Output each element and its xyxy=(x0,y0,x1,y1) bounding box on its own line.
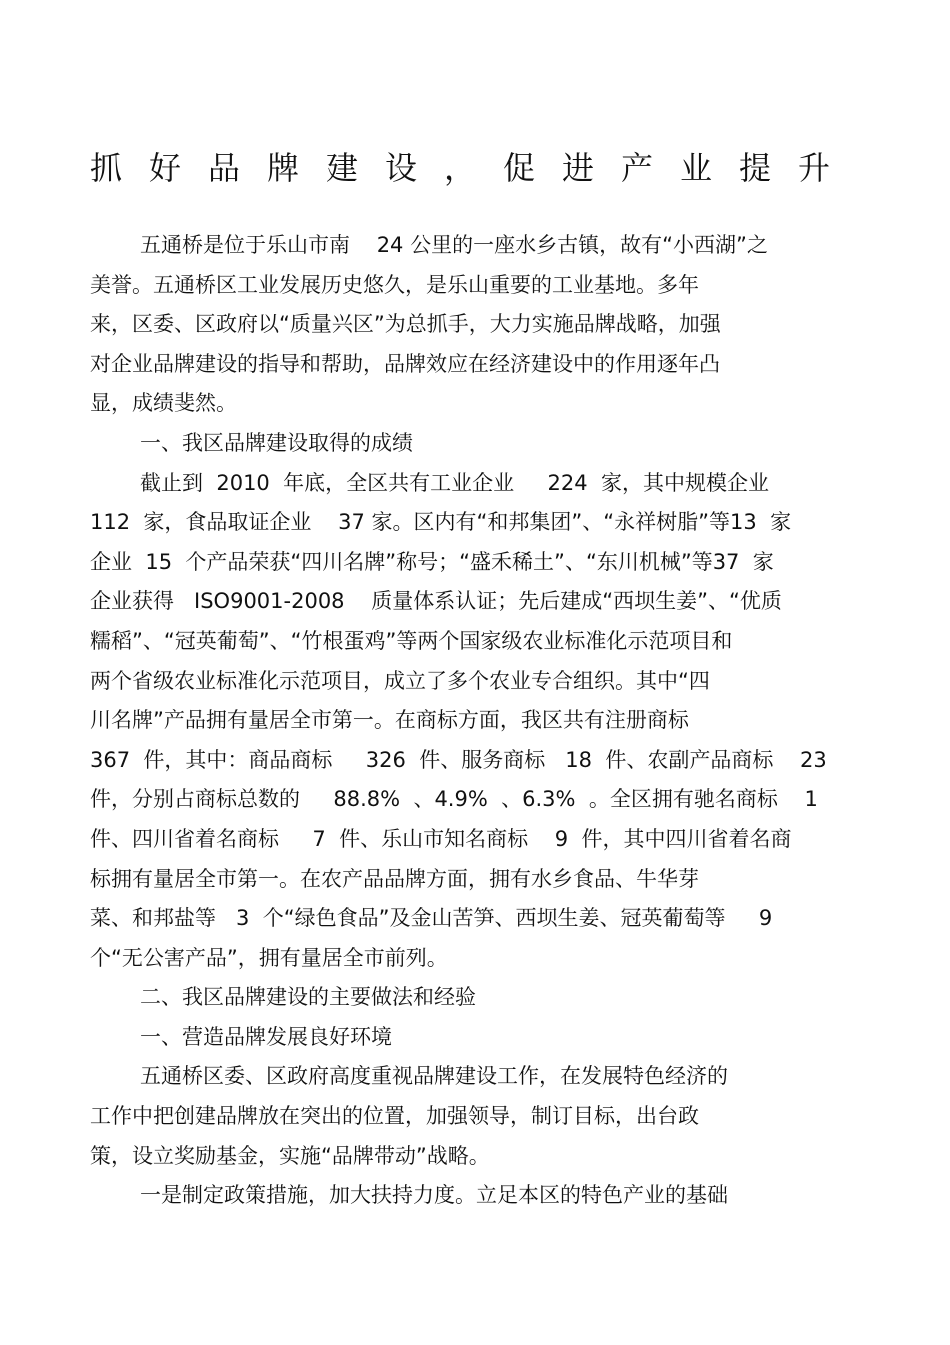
text-line: 糯稻”、“冠英葡萄”、“竹根蛋鸡”等两个国家级农业标准化示范项目和 xyxy=(90,628,733,653)
text-line: 367 件，其中：商品商标 326 件、服务商标 18 件、农副产品商标 23 xyxy=(90,747,827,772)
text-line: 来，区委、区政府以“质量兴区”为总抓手，大力实施品牌战略，加强 xyxy=(90,312,721,337)
text-line: 截止到 2010 年底，全区共有工业企业 224 家，其中规模企业 xyxy=(140,470,769,495)
text-line: 两个省级农业标准化示范项目，成立了多个农业专合组织。其中“四 xyxy=(90,668,710,693)
text-line: 一、我区品牌建设取得的成绩 xyxy=(140,430,413,455)
text-line: 对企业品牌建设的指导和帮助，品牌效应在经济建设中的作用逐年凸 xyxy=(90,351,720,376)
text-line: 川名牌”产品拥有量居全市第一。在商标方面，我区共有注册商标 xyxy=(90,708,689,733)
document-body xyxy=(90,226,870,1216)
text-line: 显，成绩斐然。 xyxy=(90,391,237,416)
text-line: 策，设立奖励基金，实施“品牌带动”战略。 xyxy=(90,1143,490,1168)
text-line: 美誉。五通桥区工业发展历史悠久，是乐山重要的工业基地。多年 xyxy=(90,272,699,297)
text-line: 个“无公害产品”，拥有量居全市前列。 xyxy=(90,945,448,970)
text-line: 企业 15 个产品荣获“四川名牌”称号；“盛禾稀土”、“东川机械”等37 家 xyxy=(90,549,774,574)
text-line: 五通桥区委、区政府高度重视品牌建设工作，在发展特色经济的 xyxy=(140,1064,728,1089)
text-line: 一是制定政策措施，加大扶持力度。立足本区的特色产业的基础 xyxy=(140,1183,728,1208)
text-line: 件，分别占商标总数的 88.8% 、4.9% 、6.3% 。全区拥有驰名商标 1 xyxy=(90,787,818,812)
text-line: 菜、和邦盐等 3 个“绿色食品”及金山苦笋、西坝生姜、冠英葡萄等 9 xyxy=(90,906,773,931)
text-line: 一、营造品牌发展良好环境 xyxy=(140,1024,392,1049)
text-line: 企业获得 ISO9001-2008 质量体系认证；先后建成“西坝生姜”、“优质 xyxy=(90,589,782,614)
text-line: 标拥有量居全市第一。在农产品品牌方面，拥有水乡食品、牛华芽 xyxy=(90,866,699,891)
text-line: 件、四川省着名商标 7 件、乐山市知名商标 9 件，其中四川省着名商 xyxy=(90,826,792,851)
text-line: 工作中把创建品牌放在突出的位置，加强领导，制订目标，出台政 xyxy=(90,1104,699,1129)
document-title: 抓好品牌建设，促进产业提升 xyxy=(90,149,858,187)
text-line: 五通桥是位于乐山市南 24 公里的一座水乡古镇，故有“小西湖”之 xyxy=(140,233,768,257)
text-line: 二、我区品牌建设的主要做法和经验 xyxy=(140,985,476,1010)
text-line: 112 家，食品取证企业 37 家。区内有“和邦集团”、“永祥树脂”等13 家 xyxy=(90,510,792,535)
